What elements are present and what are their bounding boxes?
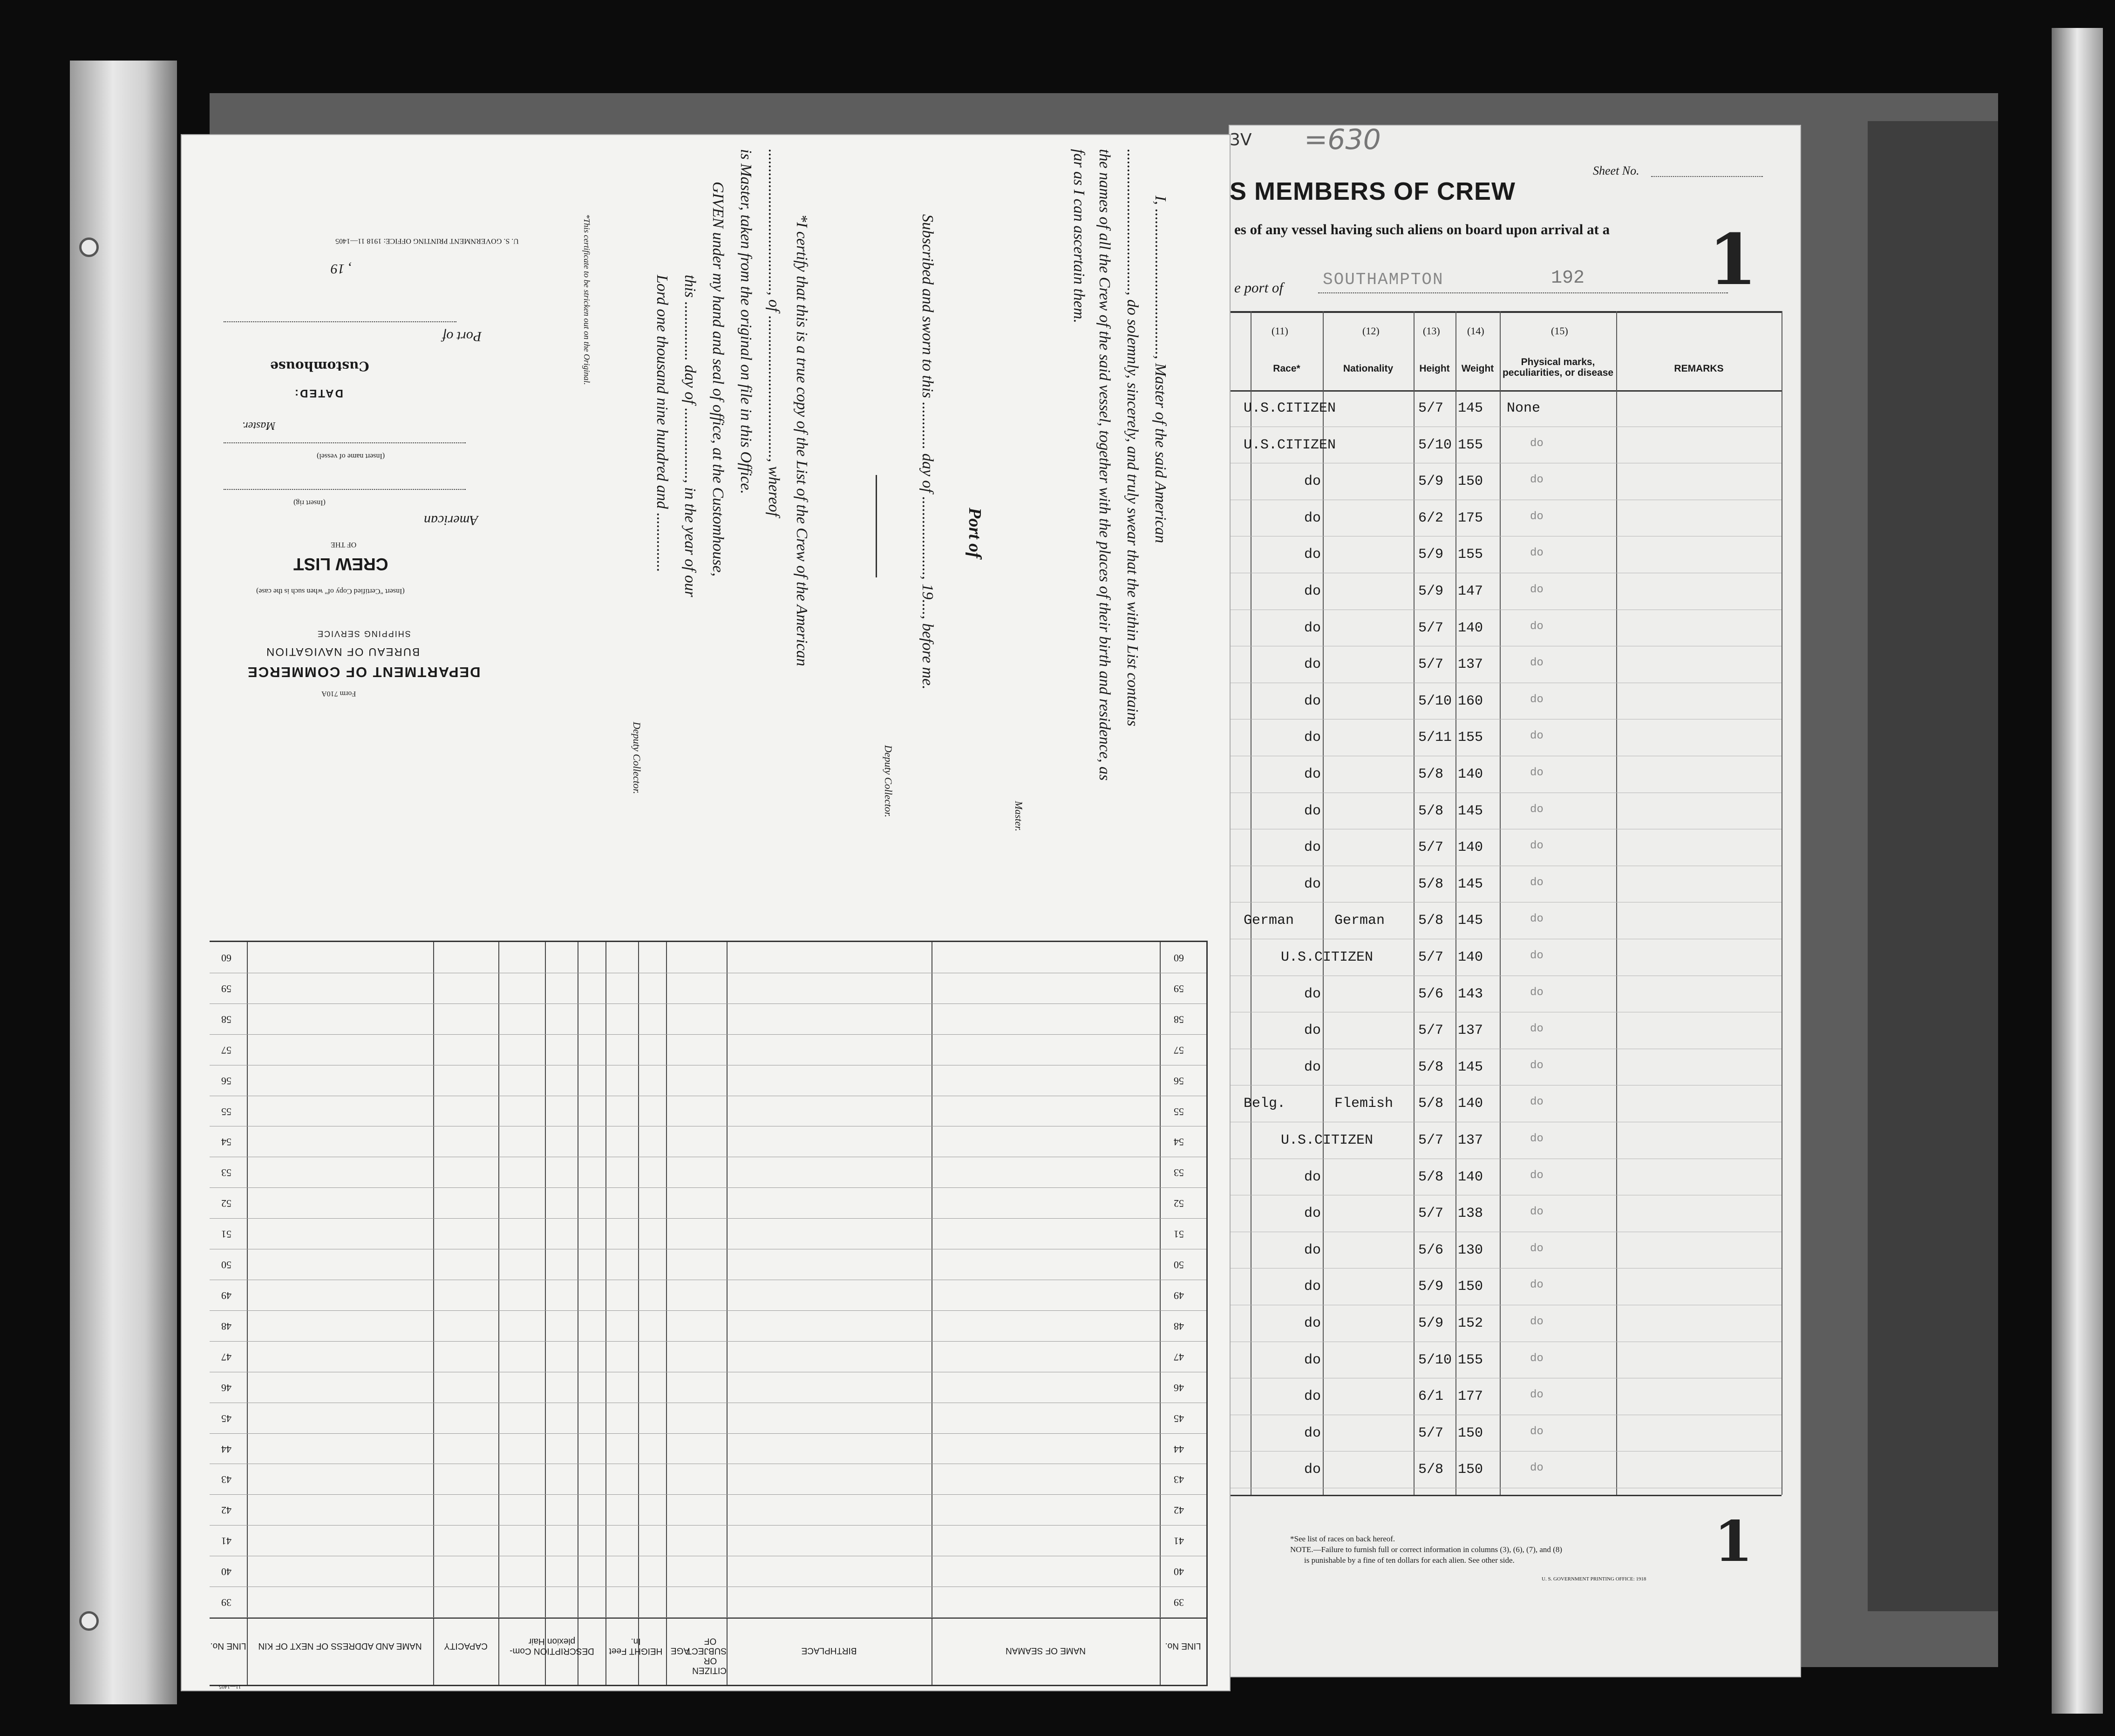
marks-cell: do bbox=[1530, 913, 1544, 926]
grid-header: NAME AND ADDRESS OF NEXT OF KIN bbox=[258, 1641, 422, 1651]
line-number: 58 bbox=[221, 1013, 231, 1025]
line-number: 46 bbox=[1174, 1382, 1184, 1394]
line-number: 39 bbox=[1174, 1597, 1184, 1609]
page-number-mark: 1 bbox=[1708, 219, 1757, 301]
oath-line: ...................................., do solemnly, sincerely, and truly swear that the within List contains bbox=[1124, 149, 1141, 726]
grid-header: LINE No. bbox=[210, 1641, 246, 1651]
weight-cell: 155 bbox=[1458, 547, 1483, 563]
race-cell: U.S.CITIZEN bbox=[1281, 949, 1374, 965]
height-cell: 6/1 bbox=[1418, 1389, 1444, 1405]
line-number: 57 bbox=[221, 1044, 231, 1056]
manifest-title: S MEMBERS OF CREW bbox=[1230, 177, 1516, 205]
bottom-page-mark: 1 bbox=[1714, 1509, 1753, 1574]
marks-cell: do bbox=[1530, 1425, 1544, 1438]
marks-cell: None bbox=[1507, 400, 1541, 416]
marks-cell: do bbox=[1530, 1169, 1544, 1182]
line-number: 59 bbox=[221, 983, 231, 995]
table-row bbox=[1230, 1268, 1782, 1305]
oath-line: the names of all the Crew of the said vessel, together with the places of their birth and residence, as bbox=[1096, 149, 1113, 781]
height-cell: 5/8 bbox=[1418, 1169, 1444, 1185]
nationality-cell: Flemish bbox=[1334, 1096, 1394, 1112]
grid-header: LINE No. bbox=[1165, 1641, 1201, 1651]
master-label: Master. bbox=[242, 420, 276, 432]
marks-cell: do bbox=[1530, 1023, 1544, 1036]
race-cell: U.S.CITIZEN bbox=[1244, 400, 1336, 416]
height-cell: 5/7 bbox=[1418, 840, 1444, 856]
binder-shadow bbox=[1868, 121, 1998, 1611]
line-number: 44 bbox=[1174, 1443, 1184, 1455]
height-cell: 5/7 bbox=[1418, 949, 1444, 965]
oath-line: I, ....................................., Master of the said American bbox=[1152, 196, 1169, 543]
weight-cell: 143 bbox=[1458, 986, 1483, 1002]
column-number: (14) bbox=[1467, 325, 1484, 337]
line-number: 43 bbox=[221, 1474, 231, 1486]
line-number: 52 bbox=[221, 1198, 231, 1210]
line-number: 45 bbox=[1174, 1412, 1184, 1424]
weight-cell: 137 bbox=[1458, 1023, 1483, 1039]
oath-line: far as I can ascertain them. bbox=[1070, 149, 1088, 323]
grid-divider bbox=[605, 942, 606, 1685]
customhouse-label: Customhouse bbox=[270, 359, 369, 374]
height-cell: 5/9 bbox=[1418, 583, 1444, 599]
race-cell: U.S.CITIZEN bbox=[1244, 437, 1336, 453]
weight-cell: 145 bbox=[1458, 1059, 1483, 1075]
weight-cell: 145 bbox=[1458, 803, 1483, 819]
column-header-height: Height bbox=[1419, 363, 1450, 374]
grid-header: AGE bbox=[670, 1645, 690, 1655]
race-cell: do bbox=[1304, 730, 1321, 746]
american-label: American bbox=[424, 513, 478, 528]
grid-divider bbox=[247, 942, 248, 1685]
line-number: 40 bbox=[1174, 1566, 1184, 1578]
race-cell: do bbox=[1304, 840, 1321, 856]
height-cell: 5/6 bbox=[1418, 986, 1444, 1002]
race-cell: do bbox=[1304, 1242, 1321, 1258]
race-cell: do bbox=[1304, 657, 1321, 673]
table-row bbox=[1230, 1305, 1782, 1342]
marks-cell: do bbox=[1530, 876, 1544, 889]
line-number: 48 bbox=[221, 1320, 231, 1332]
of-the-label: OF THE bbox=[331, 541, 357, 549]
table-row bbox=[1230, 500, 1782, 537]
table-row bbox=[1230, 1451, 1782, 1488]
line-number: 42 bbox=[1174, 1505, 1184, 1517]
marks-cell: do bbox=[1530, 510, 1544, 523]
date-19-label: , 19 bbox=[331, 261, 352, 277]
height-cell: 5/10 bbox=[1418, 693, 1452, 709]
grid-header: HEIGHT Feet In. bbox=[609, 1636, 663, 1656]
weight-cell: 160 bbox=[1458, 693, 1483, 709]
race-cell: do bbox=[1304, 986, 1321, 1002]
line-number: 41 bbox=[1174, 1535, 1184, 1547]
weight-cell: 140 bbox=[1458, 766, 1483, 782]
line-number: 53 bbox=[221, 1167, 231, 1179]
race-cell: do bbox=[1304, 1352, 1321, 1368]
height-cell: 5/11 bbox=[1418, 730, 1452, 746]
line-number: 52 bbox=[1174, 1198, 1184, 1210]
line-number: 48 bbox=[1174, 1320, 1184, 1332]
height-cell: 5/9 bbox=[1418, 474, 1444, 490]
line-number: 47 bbox=[1174, 1351, 1184, 1363]
grid-divider bbox=[1160, 942, 1161, 1685]
line-number: 49 bbox=[1174, 1289, 1184, 1302]
footnote-races: *See list of races on back hereof. bbox=[1290, 1534, 1395, 1543]
weight-cell: 155 bbox=[1458, 437, 1483, 453]
table-row bbox=[1230, 939, 1782, 976]
marks-cell: do bbox=[1530, 803, 1544, 816]
grid-header: CITIZEN OR SUBJECT OF bbox=[686, 1636, 727, 1675]
grid-row-rule bbox=[210, 1034, 1206, 1035]
line-number: 57 bbox=[1174, 1044, 1184, 1056]
grid-row-rule bbox=[210, 1525, 1206, 1526]
line-number: 39 bbox=[221, 1597, 231, 1609]
line-number: 45 bbox=[221, 1412, 231, 1424]
weight-cell: 145 bbox=[1458, 876, 1483, 892]
height-cell: 5/7 bbox=[1418, 620, 1444, 636]
weight-cell: 140 bbox=[1458, 1169, 1483, 1185]
table-row bbox=[1230, 793, 1782, 830]
footnote-fine: is punishable by a fine of ten dollars for each alien. See other side. bbox=[1304, 1556, 1515, 1565]
handwritten-note: 3V bbox=[1230, 130, 1252, 149]
table-row bbox=[1230, 1378, 1782, 1415]
race-cell: do bbox=[1304, 547, 1321, 563]
marks-cell: do bbox=[1530, 620, 1544, 633]
marks-cell: do bbox=[1530, 1389, 1544, 1402]
grid-divider bbox=[498, 942, 499, 1685]
table-row bbox=[1230, 536, 1782, 573]
table-row bbox=[1230, 463, 1782, 500]
certified-note: (Insert "Certified Copy of" when such is the case) bbox=[256, 587, 405, 595]
grid-divider bbox=[638, 942, 639, 1685]
table-row bbox=[1230, 646, 1782, 683]
weight-cell: 177 bbox=[1458, 1389, 1483, 1405]
weight-cell: 140 bbox=[1458, 620, 1483, 636]
line-number: 59 bbox=[1174, 983, 1184, 995]
weight-cell: 145 bbox=[1458, 913, 1483, 929]
height-cell: 5/7 bbox=[1418, 1132, 1444, 1148]
race-cell: do bbox=[1304, 1389, 1321, 1405]
manifest-sheet bbox=[1230, 123, 1800, 1676]
weight-cell: 175 bbox=[1458, 510, 1483, 526]
race-cell: do bbox=[1304, 583, 1321, 599]
weight-cell: 138 bbox=[1458, 1206, 1483, 1222]
race-cell: do bbox=[1304, 1316, 1321, 1331]
weight-cell: 155 bbox=[1458, 1352, 1483, 1368]
port-of-label: Port of bbox=[442, 329, 482, 344]
line-number: 54 bbox=[1174, 1136, 1184, 1148]
race-cell: do bbox=[1304, 766, 1321, 782]
marks-cell: do bbox=[1530, 1462, 1544, 1475]
grid-header: BIRTHPLACE bbox=[801, 1645, 857, 1655]
marks-cell: do bbox=[1530, 1352, 1544, 1365]
line-number: 56 bbox=[221, 1075, 231, 1087]
weight-cell: 155 bbox=[1458, 730, 1483, 746]
certify-line: *I certify that this is a true copy of the List of the Crew of the American bbox=[793, 214, 810, 666]
race-cell: U.S.CITIZEN bbox=[1281, 1132, 1374, 1148]
race-cell: do bbox=[1304, 1279, 1321, 1295]
table-row bbox=[1230, 1195, 1782, 1232]
printer-credit: U. S. GOVERNMENT PRINTING OFFICE: 1918 11—1405 bbox=[335, 237, 519, 245]
grid-header: NAME OF SEAMAN bbox=[1005, 1645, 1086, 1655]
grid-row-rule bbox=[210, 1218, 1206, 1219]
line-number: 49 bbox=[221, 1289, 231, 1302]
table-row bbox=[1230, 902, 1782, 939]
marks-cell: do bbox=[1530, 949, 1544, 962]
race-cell: German bbox=[1244, 913, 1294, 929]
line-number: 60 bbox=[1174, 952, 1184, 964]
marks-cell: do bbox=[1530, 583, 1544, 596]
height-cell: 5/7 bbox=[1418, 657, 1444, 673]
handwritten-note: =630 bbox=[1304, 123, 1381, 156]
table-row bbox=[1230, 1122, 1782, 1159]
seal-line bbox=[876, 475, 877, 577]
marks-cell: do bbox=[1530, 474, 1544, 487]
height-cell: 5/8 bbox=[1418, 766, 1444, 782]
port-line bbox=[1318, 292, 1728, 293]
footnote-note: NOTE.—Failure to furnish full or correct information in columns (3), (6), (7), and (8) bbox=[1290, 1545, 1562, 1554]
table-row bbox=[1230, 1415, 1782, 1452]
table-row bbox=[1230, 573, 1782, 610]
marks-cell: do bbox=[1530, 657, 1544, 670]
table-row bbox=[1230, 756, 1782, 793]
crew-list-title: CREW LIST bbox=[293, 555, 388, 574]
year-value: 192 bbox=[1551, 268, 1585, 289]
crew-grid bbox=[210, 941, 1208, 1686]
height-cell: 5/10 bbox=[1418, 437, 1452, 453]
weight-cell: 130 bbox=[1458, 1242, 1483, 1258]
column-number: (12) bbox=[1362, 325, 1380, 337]
race-cell: do bbox=[1304, 1169, 1321, 1185]
marks-cell: do bbox=[1530, 1206, 1544, 1219]
weight-cell: 147 bbox=[1458, 583, 1483, 599]
marks-cell: do bbox=[1530, 1096, 1544, 1109]
weight-cell: 140 bbox=[1458, 840, 1483, 856]
height-cell: 5/7 bbox=[1418, 1206, 1444, 1222]
table-row bbox=[1230, 866, 1782, 903]
race-cell: do bbox=[1304, 1206, 1321, 1222]
height-cell: 5/9 bbox=[1418, 547, 1444, 563]
line-number: 50 bbox=[221, 1259, 231, 1271]
race-cell: do bbox=[1304, 620, 1321, 636]
marks-cell: do bbox=[1530, 986, 1544, 999]
master-signature-label: Master. bbox=[1013, 801, 1025, 832]
grid-row-rule bbox=[210, 1433, 1206, 1434]
line-number: 50 bbox=[1174, 1259, 1184, 1271]
height-cell: 5/7 bbox=[1418, 1023, 1444, 1039]
height-cell: 5/6 bbox=[1418, 1242, 1444, 1258]
line-number: 55 bbox=[221, 1105, 231, 1118]
height-cell: 5/9 bbox=[1418, 1279, 1444, 1295]
table-row bbox=[1230, 1342, 1782, 1379]
certify-line: GIVEN under my hand and seal of office, at the Customhouse, bbox=[709, 182, 727, 577]
grid-row-rule bbox=[210, 1187, 1206, 1188]
table-row bbox=[1230, 719, 1782, 756]
marks-cell: do bbox=[1530, 766, 1544, 779]
bottom-code: 11—1405 bbox=[219, 1684, 241, 1690]
column-header-physical-marks: Physical marks, peculiarities, or disease bbox=[1502, 357, 1614, 379]
table-row bbox=[1230, 1232, 1782, 1269]
certify-line: is Master, taken from the original on file in this Office. bbox=[737, 149, 755, 495]
insert-rig-label: (Insert rig) bbox=[293, 499, 326, 507]
race-cell: do bbox=[1304, 803, 1321, 819]
height-cell: 5/8 bbox=[1418, 876, 1444, 892]
marks-cell: do bbox=[1530, 693, 1544, 706]
port-label: e port of bbox=[1234, 279, 1284, 296]
grid-divider bbox=[666, 942, 667, 1685]
height-cell: 5/7 bbox=[1418, 1425, 1444, 1441]
column-header-nationality: Nationality bbox=[1343, 363, 1394, 374]
weight-cell: 145 bbox=[1458, 400, 1483, 416]
binder-ring bbox=[79, 237, 99, 257]
weight-cell: 137 bbox=[1458, 1132, 1483, 1148]
department-label: DEPARTMENT OF COMMERCE bbox=[247, 664, 481, 680]
column-number: (11) bbox=[1272, 325, 1288, 337]
binder-spine-right bbox=[2052, 28, 2103, 1714]
crew-list-cover bbox=[182, 135, 1230, 941]
weight-cell: 152 bbox=[1458, 1316, 1483, 1331]
sheet-no-line bbox=[1651, 176, 1763, 177]
port-line bbox=[224, 321, 456, 322]
port-of-label: Port of bbox=[965, 508, 985, 558]
line-number: 44 bbox=[221, 1443, 231, 1455]
line-number: 41 bbox=[221, 1535, 231, 1547]
race-cell: do bbox=[1304, 1059, 1321, 1075]
marks-cell: do bbox=[1530, 1132, 1544, 1145]
grid-divider bbox=[545, 942, 546, 1685]
marks-cell: do bbox=[1530, 840, 1544, 853]
binder-spine-left bbox=[70, 61, 177, 1704]
race-cell: do bbox=[1304, 693, 1321, 709]
marks-cell: do bbox=[1530, 547, 1544, 560]
dated-label: DATED: bbox=[293, 387, 343, 400]
column-number: (13) bbox=[1423, 325, 1440, 337]
line-number: 56 bbox=[1174, 1075, 1184, 1087]
weight-cell: 150 bbox=[1458, 474, 1483, 490]
table-row bbox=[1230, 610, 1782, 647]
line-number: 60 bbox=[221, 952, 231, 964]
line-number: 58 bbox=[1174, 1013, 1184, 1025]
height-cell: 5/9 bbox=[1418, 1316, 1444, 1331]
deputy-collector-label: Deputy Collector. bbox=[883, 745, 894, 818]
line-number: 42 bbox=[221, 1505, 231, 1517]
certify-line: Lord one thousand nine hundred and ............... bbox=[653, 275, 671, 572]
table-row bbox=[1230, 1049, 1782, 1086]
weight-cell: 140 bbox=[1458, 1096, 1483, 1112]
weight-cell: 150 bbox=[1458, 1462, 1483, 1478]
weight-cell: 137 bbox=[1458, 657, 1483, 673]
line-number: 43 bbox=[1174, 1474, 1184, 1486]
crew-list-sheet bbox=[182, 135, 1230, 1690]
line-number: 47 bbox=[221, 1351, 231, 1363]
grid-row-rule bbox=[210, 1310, 1206, 1311]
insert-name-label: (Insert name of vessel) bbox=[317, 452, 385, 460]
line-number: 54 bbox=[221, 1136, 231, 1148]
race-cell: do bbox=[1304, 510, 1321, 526]
marks-cell: do bbox=[1530, 730, 1544, 743]
column-header-weight: Weight bbox=[1461, 363, 1494, 374]
table-row bbox=[1230, 1085, 1782, 1122]
column-header-remarks: REMARKS bbox=[1674, 363, 1724, 374]
table-row bbox=[1230, 427, 1782, 464]
oath-line: Subscribed and sworn to this ............ day of ...................., 19...., before me. bbox=[919, 214, 936, 690]
race-cell: do bbox=[1304, 876, 1321, 892]
weight-cell: 140 bbox=[1458, 949, 1483, 965]
table-row bbox=[1230, 1159, 1782, 1196]
table-bottom-rule bbox=[1230, 1495, 1782, 1496]
grid-row-rule bbox=[210, 1341, 1206, 1342]
race-cell: do bbox=[1304, 474, 1321, 490]
height-cell: 6/2 bbox=[1418, 510, 1444, 526]
line-number: 51 bbox=[1174, 1228, 1184, 1241]
height-cell: 5/8 bbox=[1418, 803, 1444, 819]
marks-cell: do bbox=[1530, 437, 1544, 450]
grid-row-rule bbox=[210, 1617, 1206, 1618]
grid-header: DESCRIPTION Com-plexion Hair bbox=[510, 1636, 594, 1656]
bureau-label: BUREAU OF NAVIGATION bbox=[265, 645, 420, 658]
nationality-cell: German bbox=[1334, 913, 1385, 929]
height-cell: 5/7 bbox=[1418, 400, 1444, 416]
manifest-subtitle: es of any vessel having such aliens on board upon arrival at a bbox=[1234, 221, 1610, 237]
certificate-note: *This certificate to be stricken out on the Original. bbox=[582, 214, 592, 385]
certify-line: this ............... day of .................., in the year of our bbox=[681, 275, 699, 597]
table-row bbox=[1230, 683, 1782, 720]
grid-divider bbox=[727, 942, 728, 1685]
name-line bbox=[224, 442, 466, 443]
line-number: 40 bbox=[221, 1566, 231, 1578]
marks-cell: do bbox=[1530, 1279, 1544, 1292]
race-cell: do bbox=[1304, 1462, 1321, 1478]
table-row bbox=[1230, 829, 1782, 866]
height-cell: 5/8 bbox=[1418, 1096, 1444, 1112]
deputy-collector-label: Deputy Collector. bbox=[631, 722, 643, 794]
shipping-service-label: SHIPPING SERVICE bbox=[317, 629, 411, 638]
marks-cell: do bbox=[1530, 1242, 1544, 1255]
line-number: 46 bbox=[221, 1382, 231, 1394]
grid-row-rule bbox=[210, 1494, 1206, 1495]
weight-cell: 150 bbox=[1458, 1279, 1483, 1295]
printer-credit: U. S. GOVERNMENT PRINTING OFFICE: 1918 bbox=[1542, 1576, 1646, 1582]
weight-cell: 150 bbox=[1458, 1425, 1483, 1441]
marks-cell: do bbox=[1530, 1059, 1544, 1072]
table-row bbox=[1230, 976, 1782, 1013]
table-row bbox=[1230, 1012, 1782, 1049]
line-number: 53 bbox=[1174, 1167, 1184, 1179]
sheet-no-label: Sheet No. bbox=[1593, 164, 1639, 177]
column-header-race: Race* bbox=[1273, 363, 1300, 374]
marks-cell: do bbox=[1530, 1316, 1544, 1328]
grid-divider bbox=[433, 942, 434, 1685]
line-number: 55 bbox=[1174, 1105, 1184, 1118]
grid-header: CAPACITY bbox=[444, 1641, 488, 1651]
line-number: 51 bbox=[221, 1228, 231, 1241]
race-cell: do bbox=[1304, 1023, 1321, 1039]
certify-line: ...................................., of ...................................., whereof bbox=[765, 149, 782, 517]
form-number: Form 710A bbox=[321, 690, 356, 698]
race-cell: do bbox=[1304, 1425, 1321, 1441]
table-row bbox=[1230, 390, 1782, 427]
binder-ring bbox=[79, 1611, 99, 1631]
height-cell: 5/8 bbox=[1418, 913, 1444, 929]
port-value: SOUTHAMPTON bbox=[1323, 270, 1444, 289]
height-cell: 5/8 bbox=[1418, 1462, 1444, 1478]
race-cell: Belg. bbox=[1244, 1096, 1286, 1112]
height-cell: 5/8 bbox=[1418, 1059, 1444, 1075]
height-cell: 5/10 bbox=[1418, 1352, 1452, 1368]
table-top-rule bbox=[1230, 311, 1782, 313]
rig-line bbox=[224, 489, 466, 490]
column-number: (15) bbox=[1551, 325, 1568, 337]
